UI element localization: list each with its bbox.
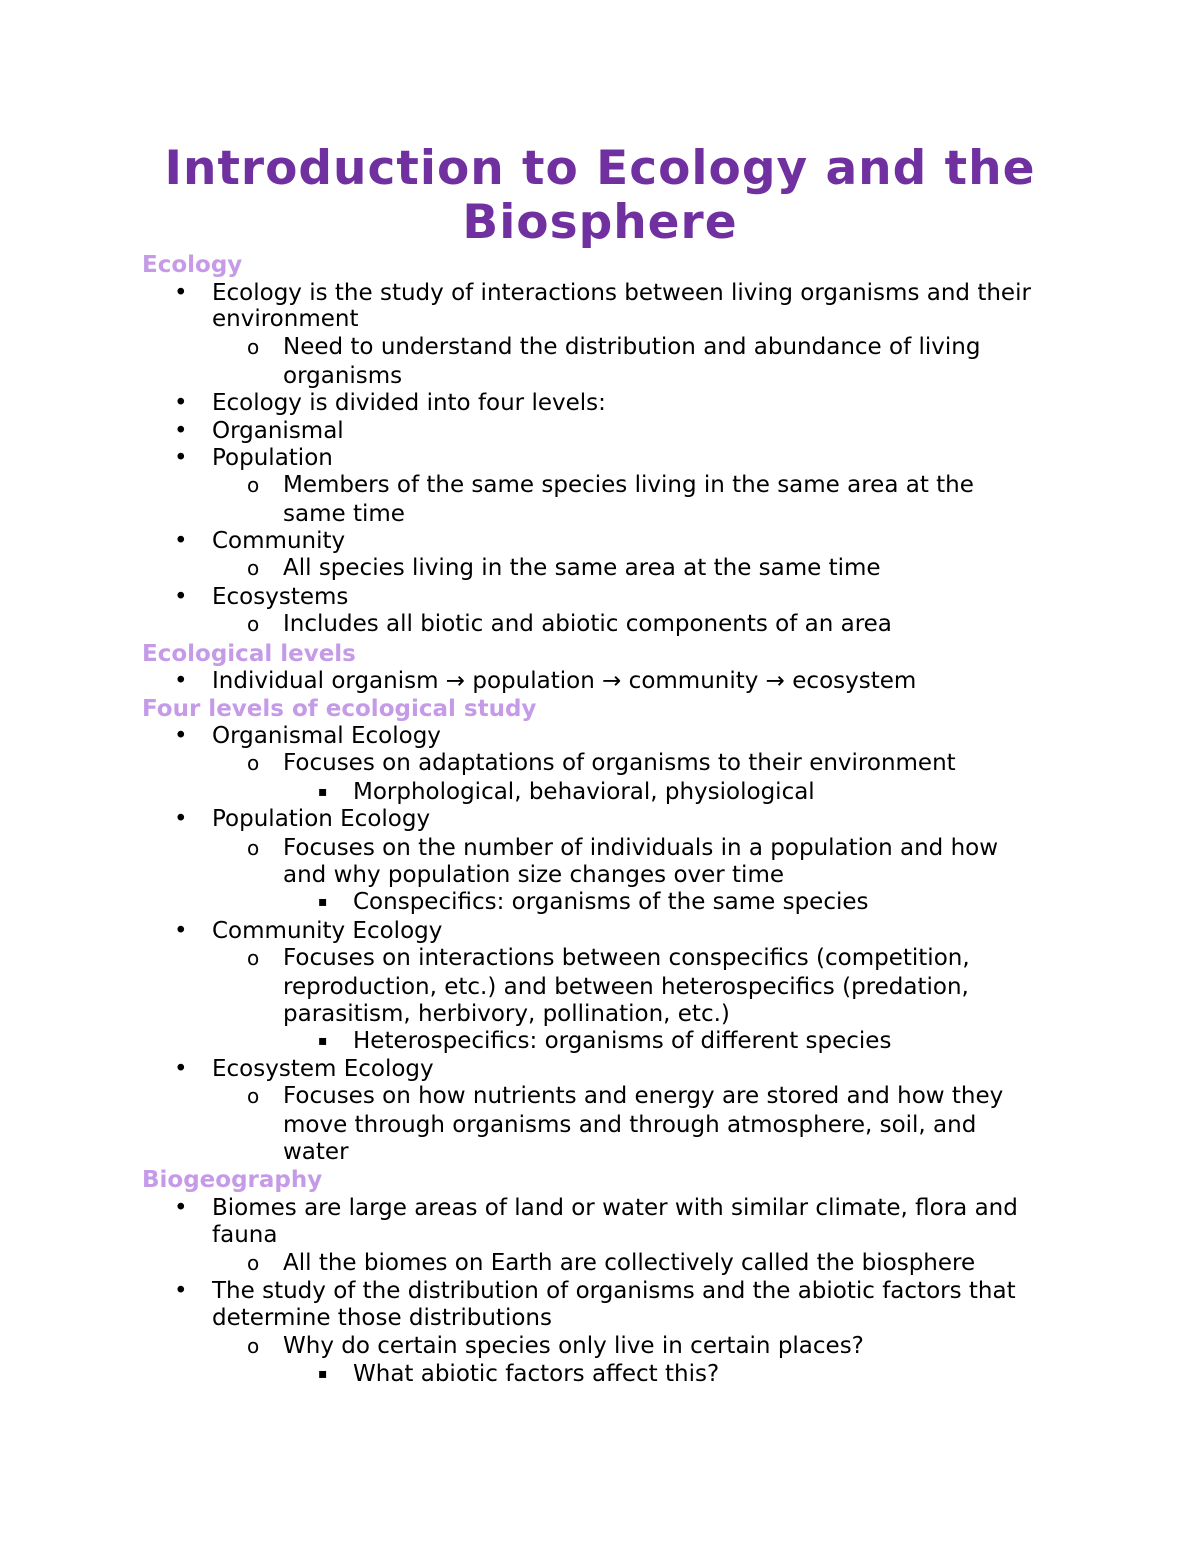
sub-list-item: Focuses on interactions between conspecifics (competition, [283,945,970,971]
sub-bullet-marker: o [247,946,260,970]
sub-sub-list-item: What abiotic factors affect this? [353,1361,720,1387]
sub-sub-bullet-marker: ▪ [318,1366,328,1382]
bullet-marker: • [174,1056,188,1082]
sub-bullet-marker: o [247,751,260,775]
sub-bullet-marker: o [247,473,260,497]
sub-bullet-marker: o [247,1084,260,1108]
sub-sub-list-item: Morphological, behavioral, physiological [353,779,815,805]
bullet-marker: • [174,668,188,694]
sub-list-item: Focuses on adaptations of organisms to their environment [283,750,956,776]
sub-list-item-continuation: reproduction, etc.) and between heterospecifics (predation, [283,974,969,1000]
bullet-marker: • [174,1278,188,1304]
list-item: Biomes are large areas of land or water with similar climate, flora and [212,1195,1018,1221]
sub-list-item: All species living in the same area at the same time [283,555,881,581]
sub-list-item: Includes all biotic and abiotic components of an area [283,611,892,637]
sub-list-item-continuation: move through organisms and through atmosphere, soil, and [283,1112,977,1138]
sub-list-item: Why do certain species only live in certain places? [283,1333,864,1359]
sub-list-item-continuation: organisms [283,363,403,389]
bullet-marker: • [174,445,188,471]
sub-list-item-continuation: water [283,1139,349,1165]
document-title-line-2: Biosphere [462,195,738,250]
sub-sub-list-item: Heterospecifics: organisms of different species [353,1028,892,1054]
sub-list-item: Focuses on how nutrients and energy are stored and how they [283,1083,1004,1109]
list-item-continuation: environment [212,306,359,332]
list-item: Organismal Ecology [212,723,441,749]
bullet-marker: • [174,1195,188,1221]
bullet-marker: • [174,584,188,610]
section-heading-ecology: Ecology [142,252,243,278]
list-item: The study of the distribution of organisms and the abiotic factors that [212,1278,1016,1304]
sub-list-item: Need to understand the distribution and abundance of living [283,334,981,360]
list-item-continuation: determine those distributions [212,1305,552,1331]
list-item: Population Ecology [212,806,431,832]
sub-bullet-marker: o [247,836,260,860]
sub-list-item-continuation: and why population size changes over time [283,862,785,888]
sub-bullet-marker: o [247,1334,260,1358]
bullet-marker: • [174,280,188,306]
sub-list-item-continuation: same time [283,501,405,527]
sub-sub-bullet-marker: ▪ [318,784,328,800]
sub-list-item: All the biomes on Earth are collectively called the biosphere [283,1250,976,1276]
list-item: Population [212,445,333,471]
sub-sub-bullet-marker: ▪ [318,894,328,910]
document-title-line-1: Introduction to Ecology and the [164,141,1036,196]
bullet-marker: • [174,528,188,554]
list-item: Community Ecology [212,918,443,944]
section-heading-four-levels: Four levels of ecological study [142,696,537,722]
list-item: Ecosystem Ecology [212,1056,434,1082]
bullet-marker: • [174,918,188,944]
sub-bullet-marker: o [247,1251,260,1275]
section-heading-ecological-levels: Ecological levels [142,641,356,667]
sub-sub-bullet-marker: ▪ [318,1033,328,1049]
bullet-marker: • [174,418,188,444]
section-heading-biogeography: Biogeography [142,1167,323,1193]
bullet-marker: • [174,390,188,416]
sub-list-item-continuation: parasitism, herbivory, pollination, etc.) [283,1001,730,1027]
list-item: Organismal [212,418,344,444]
list-item: Ecology is the study of interactions between living organisms and their [212,280,1031,306]
sub-bullet-marker: o [247,335,260,359]
list-item: Ecology is divided into four levels: [212,390,606,416]
sub-list-item: Focuses on the number of individuals in a population and how [283,835,999,861]
sub-bullet-marker: o [247,556,260,580]
list-item: Community [212,528,346,554]
sub-bullet-marker: o [247,612,260,636]
list-item-continuation: fauna [212,1222,278,1248]
bullet-marker: • [174,806,188,832]
bullet-marker: • [174,723,188,749]
list-item: Ecosystems [212,584,349,610]
sub-list-item: Members of the same species living in the same area at the [283,472,974,498]
sub-sub-list-item: Conspecifics: organisms of the same species [353,889,869,915]
list-item: Individual organism → population → community → ecosystem [212,668,917,694]
